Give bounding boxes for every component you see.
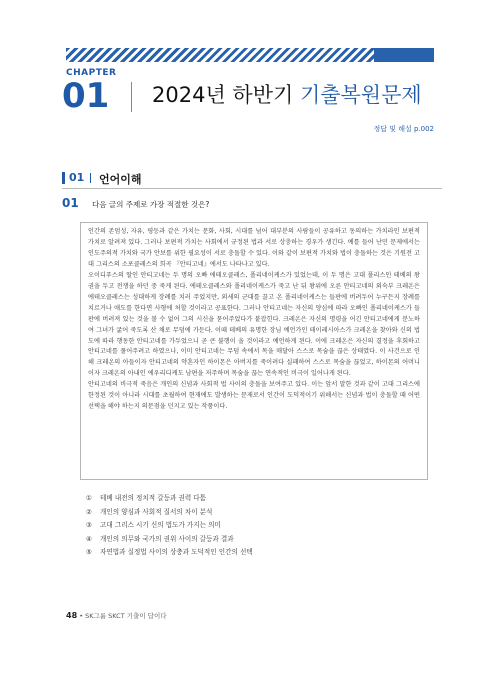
chapter-title: [152, 80, 422, 110]
option-marker: ④: [86, 534, 92, 543]
chapter-number: 01: [62, 76, 110, 116]
chapter-header-band-solid: [374, 48, 434, 62]
option-1[interactable]: [86, 492, 426, 506]
option-marker: ①: [86, 494, 92, 502]
option-text: 자연법과 실정법 사이의 상충과 도덕적인 인간의 선택: [100, 548, 253, 557]
chapter-title-main: 2024년 하반기: [152, 83, 300, 107]
question-number: 01: [62, 196, 79, 210]
option-text: 테베 내전의 정치적 갈등과 권력 다툼: [100, 494, 207, 502]
footer-bullet: •: [79, 612, 84, 620]
option-3[interactable]: [86, 519, 426, 533]
chapter-label: CHAPTER: [66, 68, 117, 78]
passage-box: [80, 222, 428, 480]
option-marker: ⑤: [86, 548, 92, 557]
page-footer: [66, 611, 167, 620]
option-4[interactable]: [86, 533, 426, 547]
page-number: 48: [66, 611, 78, 620]
answer-options: [86, 492, 426, 560]
passage-paragraph: 오이디푸스의 딸인 안티고네는 두 명의 오빠 에테오클레스, 폴리네이케스가 있었는데, 이 두 명은 고대 폴리스인 테베의 왕권을 두고 전쟁을 하던 중 죽게 된다. 에테오클레스와 폴리네이케스가 죽고 난 뒤 왕위에 오른 안티고네의 외숙부 크레온은 에테오클레스는 성대하게 장례를 치러 주었지만, 외세의 군대를 끌고 온 폴리네이케스는 들판에 버려두어 누구든지 장례를 치르거나 애도를 한다면 사형에 처할 것이라고 공표한다. 그러나 안티고네는 자신의 양심에 따라 오빠인 폴리네이케스가 들판에 버려져 있는 것을 볼 수 없어 그의 시신을 묻어주었다가 붙잡힌다. 크레온은 자신의 명령을 어긴 안티고네에게 분노하여 그녀가 굶어 죽도록 산 채로 무덤에 가둔다. 이때 테베의 유명한 장님 예언가인 테이레시아스가 크레온을 찾아와 신의 법도에 따라 행동한 안티고네를 가두었으니 곧 큰 불행이 올 것이라고 예언하게 된다. 이에 크레온은 자신의 결정을 후회하고 안티고네를 풀어주려고 하였으나, 이미 안티고네는 무덤 속에서 목을 매달아 스스로 목숨을 끊은 상태였다. 이 사건으로 인해 크레온의 아들이자 안티고네의 약혼자인 하이몬은 아버지를 죽이려다 실패하여 스스로 목숨을 끊었고, 하이몬의 어머니이자 크레온의 아내인 에우리디케도 남편을 저주하며 목숨을 끊는 연속적인 비극이 일어나게 된다.: [88, 271, 420, 378]
section-header: [62, 170, 442, 189]
passage-text: [88, 227, 420, 413]
book-title: SK그룹 SKCT 기출이 답이다: [85, 612, 167, 620]
passage-paragraph: 인간의 존엄성, 자유, 평등과 같은 가치는 문화, 사회, 시대를 넘어 대부분의 사람들이 공유하고 동의하는 가치라인 보편적 가치로 알려져 있다. 그러나 보편적 가치는 사회에서 규정된 법과 서로 상충하는 경우가 생긴다. 예를 들어 난민 문제에서는 인도주의적 가치와 국가 안보를 위한 필요성이 서로 충돌할 수 있다. 이와 같이 보편적 가치와 법이 충돌하는 것은 기원전 고대 그리스의 소포클레스의 희곡 『안티고네』에서도 나타나고 있다.: [88, 228, 420, 268]
chapter-title-accent: 기출복원문제: [299, 83, 422, 107]
option-text: 개인의 의무와 국가의 권위 사이의 갈등과 결과: [100, 534, 234, 543]
option-marker: ③: [86, 521, 92, 530]
section-title: 언어이해: [99, 173, 142, 186]
section-bar: [62, 172, 65, 184]
option-5[interactable]: [86, 546, 426, 560]
passage-paragraph: 안티고네의 비극적 죽음은 개인의 신념과 사회적 법 사이의 충돌을 보여주고 있다. 이는 앞서 말한 것과 같이 고대 그리스에 한정된 것이 아니라 시대를 초월하여 현재에도 발생하는 문제로서 인간이 도덕적이기 위해서는 신념과 법이 충돌할 때 어떤 선택을 해야 하는지 의문점을 던지고 있는 작품이다.: [88, 381, 420, 411]
option-text: 개인의 양심과 사회적 질서의 차이 분석: [100, 507, 213, 516]
chapter-divider: [131, 82, 132, 112]
section-number: 01: [69, 171, 85, 184]
section-separator: [90, 173, 91, 183]
option-marker: ②: [86, 507, 92, 516]
chapter-header-band: [66, 48, 434, 62]
option-text: 고대 그리스 시기 신의 법도가 가지는 의미: [100, 521, 221, 530]
answer-reference: 정답 및 해설 p.002: [373, 125, 434, 133]
option-2[interactable]: [86, 506, 426, 520]
question-prompt: 다음 글의 주제로 가장 적절한 것은?: [92, 200, 210, 209]
